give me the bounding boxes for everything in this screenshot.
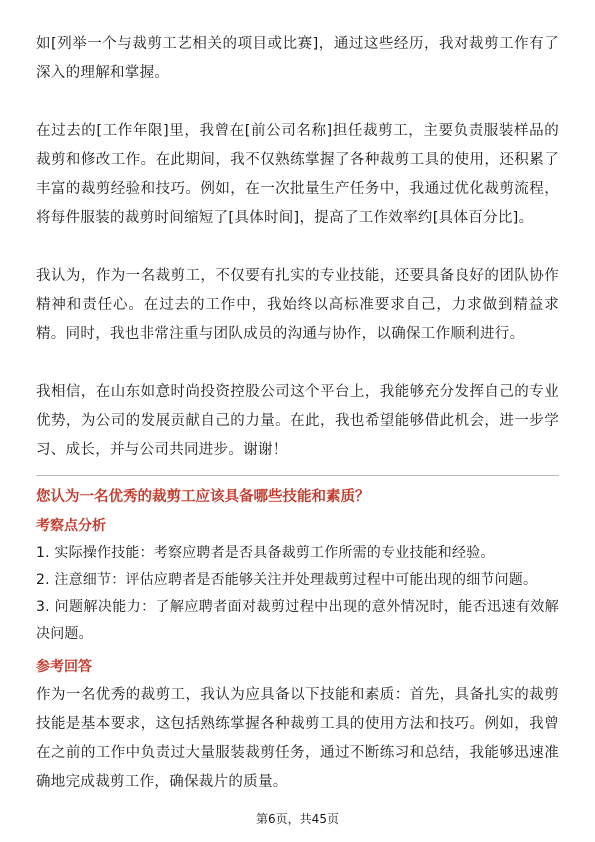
intro-paragraph-3: 我认为，作为一名裁剪工，不仅要有扎实的专业技能，还要具备良好的团队协作精神和责任心。在过去的工作中，我始终以高标准要求自己，力求做到精益求精。同时，我也非常注重与团队成员的沟通与协作，以确保工作顺利进行。 [36, 268, 559, 342]
intro-paragraph-2: 在过去的[工作年限]里，我曾在[前公司名称]担任裁剪工，主要负责服装样品的裁剪和修改工作。在此期间，我不仅熟练掌握了各种裁剪工具的使用，还积累了丰富的裁剪经验和技巧。例如，在一次批量生产任务中，我通过优化裁剪流程，将每件服装的裁剪时间缩短了[具体时间]，提高了工作效率约[具体百分比]。 [36, 123, 559, 226]
page-number-footer: 第6页，共45页 [256, 812, 339, 826]
intro-paragraph-4: 我相信，在山东如意时尚投资控股公司这个平台上，我能够充分发挥自己的专业优势，为公司的发展贡献自己的力量。在此，我也希望能够借此机会，进一步学习、成长，并与公司共同进步。谢谢！ [36, 384, 559, 458]
intro-paragraph-1: 如[列举一个与裁剪工艺相关的项目或比赛]，通过这些经历，我对裁剪工作有了深入的理解和掌握。 [36, 36, 559, 81]
analysis-item: 3. 问题解决能力：了解应聘者面对裁剪过程中出现的意外情况时，能否迅速有效解决问题。 [36, 599, 559, 642]
page-content [36, 30, 559, 797]
analysis-item: 2. 注意细节：评估应聘者是否能够关注并处理裁剪过程中可能出现的细节问题。 [36, 572, 538, 588]
interview-question: 您认为一名优秀的裁剪工应该具备哪些技能和素质？ [36, 489, 370, 505]
analysis-item: 1. 实际操作技能：考察应聘者是否具备裁剪工作所需的专业技能和经验。 [36, 545, 495, 561]
answer-paragraph: 作为一名优秀的裁剪工，我认为应具备以下技能和素质：首先，具备扎实的裁剪技能是基本要求，这包括熟练掌握各种裁剪工具的使用方法和技巧。例如，我曾在之前的工作中负责过大量服装裁剪任务，通过不断练习和总结，我能够迅速准确地完成裁剪工作，确保裁片的质量。 [36, 687, 559, 790]
analysis-heading: 考察点分析 [36, 518, 106, 534]
answer-heading: 参考回答 [36, 659, 92, 675]
section-divider [36, 475, 559, 476]
